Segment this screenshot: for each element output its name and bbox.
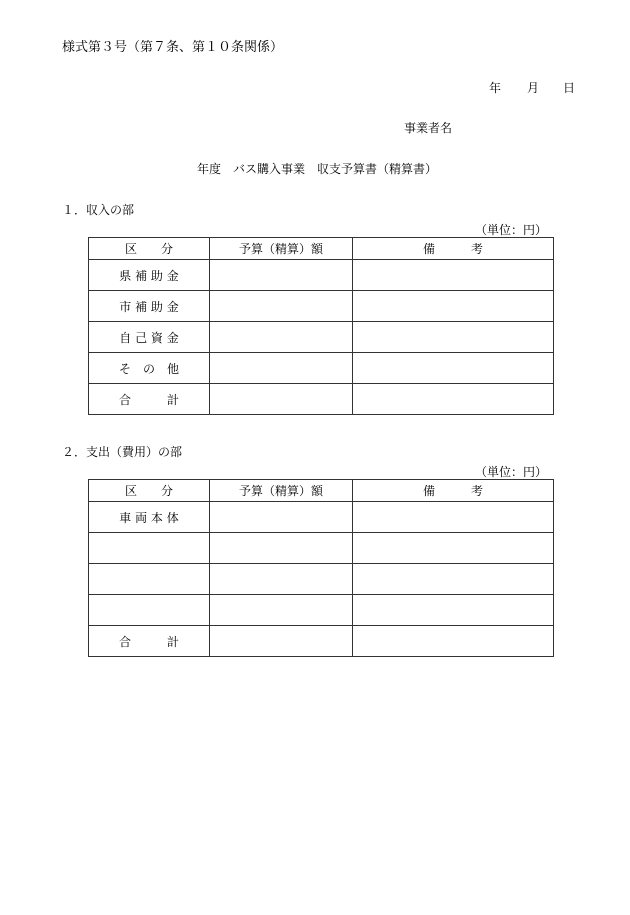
row-label: 県 補 助 金 [89,260,210,291]
document-title: 年度 バス購入事業 収支予算書（精算書） [197,162,438,176]
header-remarks: 備 考 [353,238,554,260]
header-category: 区 分 [89,238,210,260]
header-amount: 予算（精算）額 [210,238,353,260]
row-label: 合 計 [89,384,210,415]
amount-cell[interactable] [210,322,353,353]
remarks-cell[interactable] [353,291,554,322]
row-label: 市 補 助 金 [89,291,210,322]
remarks-cell[interactable] [353,533,554,564]
amount-cell[interactable] [210,564,353,595]
amount-cell[interactable] [210,353,353,384]
expense-section-heading: ２．支出（費用）の部 [62,445,183,459]
amount-cell[interactable] [210,291,353,322]
remarks-cell[interactable] [353,564,554,595]
header-remarks: 備 考 [353,480,554,502]
income-section-heading: １．収入の部 [62,203,135,217]
amount-cell[interactable] [210,502,353,533]
total-row [89,384,554,415]
date-month-label: 月 [527,81,540,95]
expense-header-row [89,480,554,502]
income-unit-label: （単位：円） [475,223,548,237]
row-label[interactable] [89,564,210,595]
table-row [89,502,554,533]
amount-cell[interactable] [210,626,353,657]
row-label: 自 己 資 金 [89,322,210,353]
row-label[interactable] [89,533,210,564]
income-header-row [89,238,554,260]
remarks-cell[interactable] [353,595,554,626]
income-table [88,237,554,415]
table-row [89,533,554,564]
form-number: 様式第３号（第７条、第１０条関係） [62,40,284,55]
table-row [89,353,554,384]
row-label[interactable] [89,595,210,626]
amount-cell[interactable] [210,260,353,291]
row-label: 車 両 本 体 [89,502,210,533]
table-row [89,595,554,626]
remarks-cell[interactable] [353,502,554,533]
header-category: 区 分 [89,480,210,502]
remarks-cell[interactable] [353,626,554,657]
remarks-cell[interactable] [353,322,554,353]
expense-unit-label: （単位：円） [475,465,548,479]
amount-cell[interactable] [210,595,353,626]
date-day-label: 日 [563,81,576,95]
amount-cell[interactable] [210,384,353,415]
table-row [89,291,554,322]
row-label: そ の 他 [89,353,210,384]
row-label: 合 計 [89,626,210,657]
expense-table [88,479,554,657]
date-year-label: 年 [489,81,502,95]
table-row [89,564,554,595]
amount-cell[interactable] [210,533,353,564]
remarks-cell[interactable] [353,260,554,291]
total-row [89,626,554,657]
business-name-label: 事業者名 [404,121,453,135]
remarks-cell[interactable] [353,384,554,415]
table-row [89,260,554,291]
header-amount: 予算（精算）額 [210,480,353,502]
remarks-cell[interactable] [353,353,554,384]
table-row [89,322,554,353]
